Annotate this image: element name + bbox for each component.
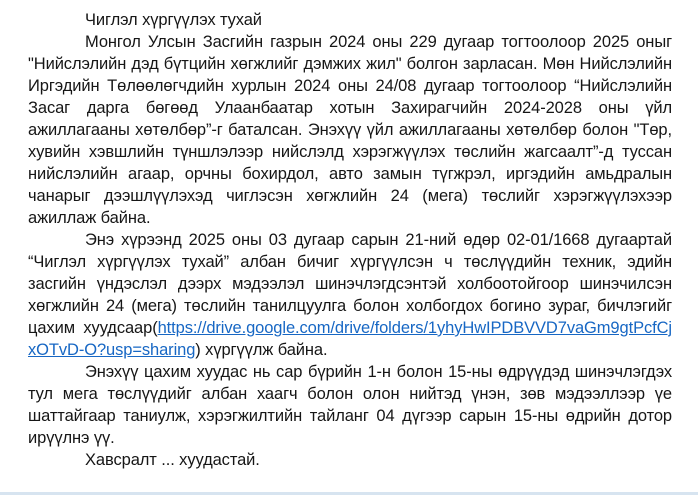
- attachment-note: Хавсралт ... хуудастай.: [85, 451, 260, 469]
- paragraph-drive-link-text-before: Энэ хүрээнд 2025 оны 03 дугаар сарын 21-ний өдөр 02-01/1668 дугаартай “Чиглэл хүргүүлэх тухай” албан бичиг хүргүүлсэн ч төслүүдийн техник, эдийн засгийн үндэслэл дээрх мэдээлэл шинэчлэгдсэнтэй холбоотойгоор шинэчилсэн хөгжлийн 24 (мега) төслийн танилцуулга болон холбогдох богино зураг, бичлэгийг цахим хуудсаар(: [28, 231, 672, 337]
- drive-folder-link[interactable]: https://drive.google.com/drive/folders/1yhyHwIPDBVVD7vaGm9gtPcfCjxOTvD-O?usp=sharing: [28, 319, 672, 359]
- paragraph-drive-link: [28, 229, 672, 361]
- paragraph-drive-link-text-after: ) хүргүүлж байна.: [195, 341, 328, 359]
- paragraph-update-schedule: Энэхүү цахим хуудас нь сар бүрийн 1-н болон 15-ны өдрүүдэд шинэчлэгдэх тул мега төслүүдийг албан хаагч болон олон нийтэд үнэн, зөв мэдээллээр үе шаттайгаар таниулж, хэрэгжилтийн тайланг 04 дүгээр сарын 15-ны өдрийн дотор ирүүлнэ үү.: [28, 363, 672, 447]
- letter-body: [28, 0, 672, 471]
- document-title: Чиглэл хүргүүлэх тухай: [85, 11, 262, 29]
- paragraph-government-resolution: Монгол Улсын Засгийн газрын 2024 оны 229 дугаар тогтоолоор 2025 оныг "Нийслэлийн дэд бүтцийн хөгжлийг дэмжих жил" болгон зарласан. Мөн Нийслэлийн Иргэдийн Төлөөлөгчдийн хурлын 2024 оны 24/08 дугаар тогтоолоор “Нийслэлийн Засаг дарга бөгөөд Улаанбаатар хотын Захирагчийн 2024-2028 оны үйл ажиллагааны хөтөлбөр”-г баталсан. Энэхүү үйл ажиллагааны хөтөлбөр болон "Төр, хувийн хэвшлийн түншлэлээр нийслэлд хэрэгжүүлэх төслийн жагсаалт”-д туссан нийслэлийн агаар, орчны бохирдол, авто замын түгжрэл, иргэдийн амьдралын чанарыг дээшлүүлэхэд чиглэсэн хөгжлийн 24 (мега) төслийг хэрэгжүүлэхээр ажиллаж байна.: [28, 33, 672, 227]
